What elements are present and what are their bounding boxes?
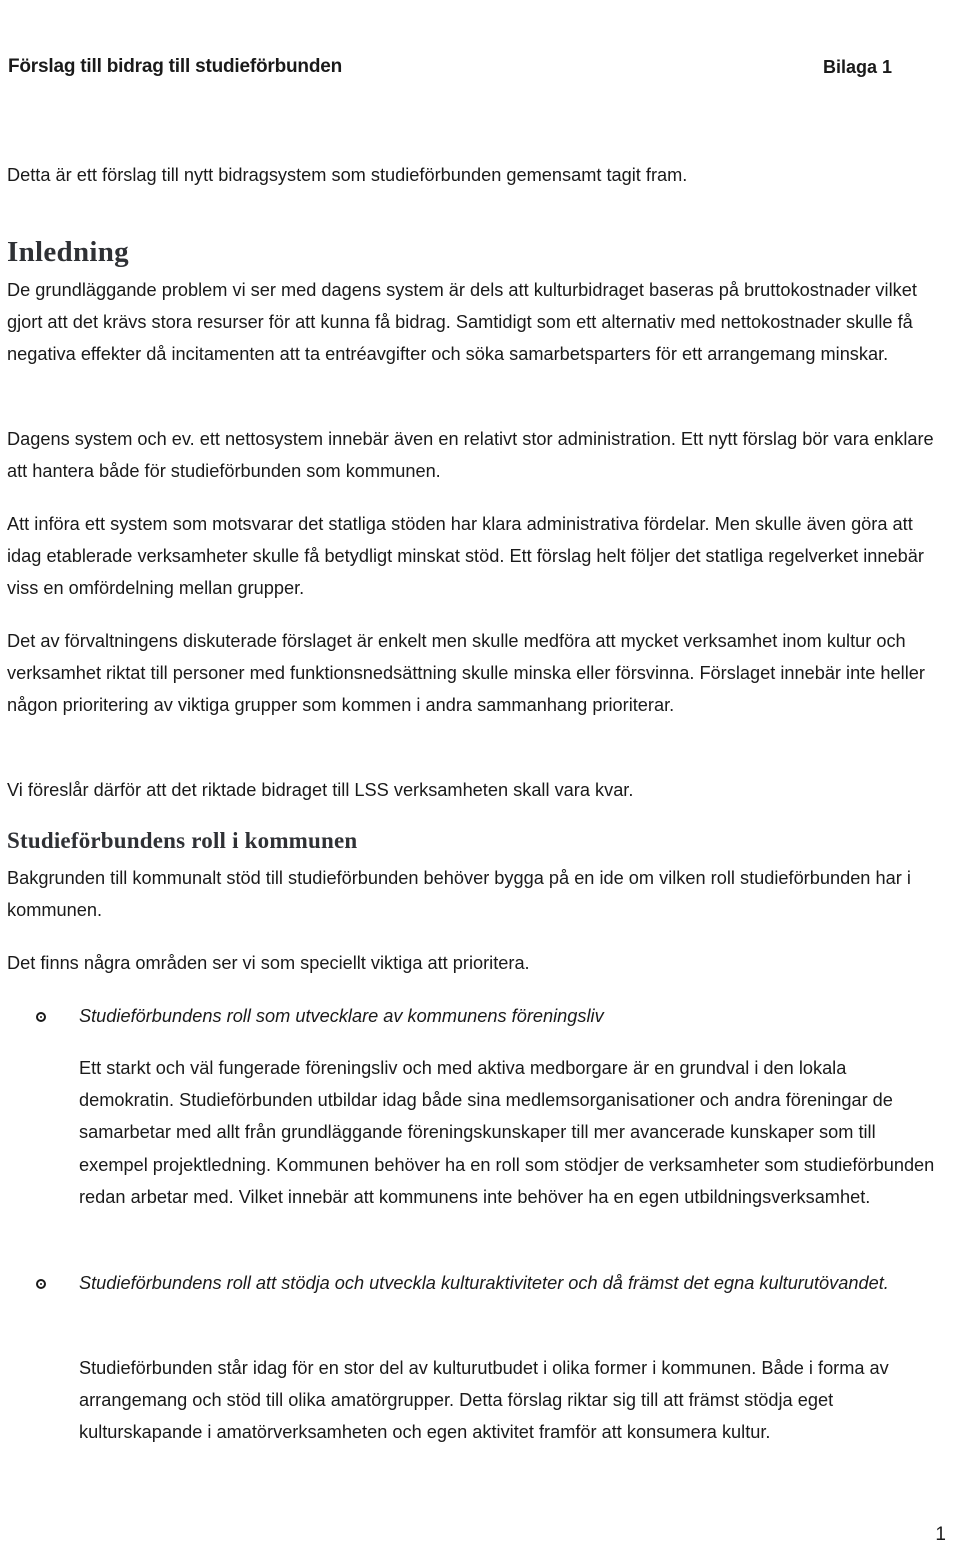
list-item-body: Studieförbunden står idag för en stor del av kulturutbudet i olika former i kommunen. Både i forma av arrangemang och stöd till olika amatörgrupper. Detta förslag riktar sig till att främst stödja eget kulturskapande i amatörverksamheten och egen aktivitet framför att konsumera kultur. [79,1358,889,1443]
section-heading-studieforbundens-roll: Studieförbundens roll i kommunen [7,828,358,853]
attachment-label: Bilaga 1 [822,57,892,77]
page-number: 1 [935,1524,946,1545]
bullet-icon [36,1279,46,1289]
bullet-icon [36,1012,46,1022]
paragraph: Bakgrunden till kommunalt stöd till studieförbunden behöver bygga på en ide om vilken roll studieförbunden har i kommunen. [7,868,911,921]
paragraph: Att införa ett system som motsvarar det statliga stöden har klara administrativa fördelar. Men skulle även göra att idag etablerade verksamheter skulle få betydligt minskat stöd. Ett förslag helt följer det statliga regelverket innebär viss en omfördelning mellan grupper. [7,514,924,599]
paragraph: Det finns några områden ser vi som speciellt viktiga att prioritera. [7,953,530,973]
list-item-body: Ett starkt och väl fungerade föreningsliv och med aktiva medborgare är en grundval i den lokala demokratin. Studieförbunden utbildar idag både sina medlemsorganisationer och andra föreningar de samarbetar med allt från grundläggande föreningskunskaper till mer avancerade kunskaper som till exempel projektledning. Kommunen behöver ha en roll som stödjer de verksamheter som studieförbunden redan arbetar med. Vilket innebär att kommunens inte behöver ha en egen utbildningsverksamhet. [79,1058,935,1207]
paragraph: De grundläggande problem vi ser med dagens system är dels att kulturbidraget baseras på bruttokostnader vilket gjort att det krävs stora resurser för att kunna få bidrag. Samtidigt som ett alternativ med nettokostnader skulle få negativa effekter då incitamenten att ta entréavgifter och söka samarbetsparters för ett arrangemang minskar. [7,280,917,365]
document-title: Förslag till bidrag till studieförbunden [8,56,343,77]
paragraph: Det av förvaltningens diskuterade förslaget är enkelt men skulle medföra att mycket verksamhet inom kultur och verksamhet riktat till personer med funktionsnedsättning skulle minska eller försvinna. Förslaget innebär inte heller någon prioritering av viktiga grupper som kommen i andra sammanhang prioriterar. [7,631,925,716]
list-item-title: Studieförbundens roll som utvecklare av kommunens föreningsliv [79,1006,604,1026]
section-heading-inledning: Inledning [7,236,129,268]
intro-paragraph: Detta är ett förslag till nytt bidragsystem som studieförbunden gemensamt tagit fram. [7,165,688,185]
paragraph: Vi föreslår därför att det riktade bidraget till LSS verksamheten skall vara kvar. [7,780,634,800]
paragraph: Dagens system och ev. ett nettosystem innebär även en relativt stor administration. Ett nytt förslag bör vara enklare att hantera både för studieförbunden som kommunen. [7,429,934,482]
list-item-title: Studieförbundens roll att stödja och utveckla kulturaktiviteter och då främst det egna kulturutövandet. [79,1273,889,1293]
